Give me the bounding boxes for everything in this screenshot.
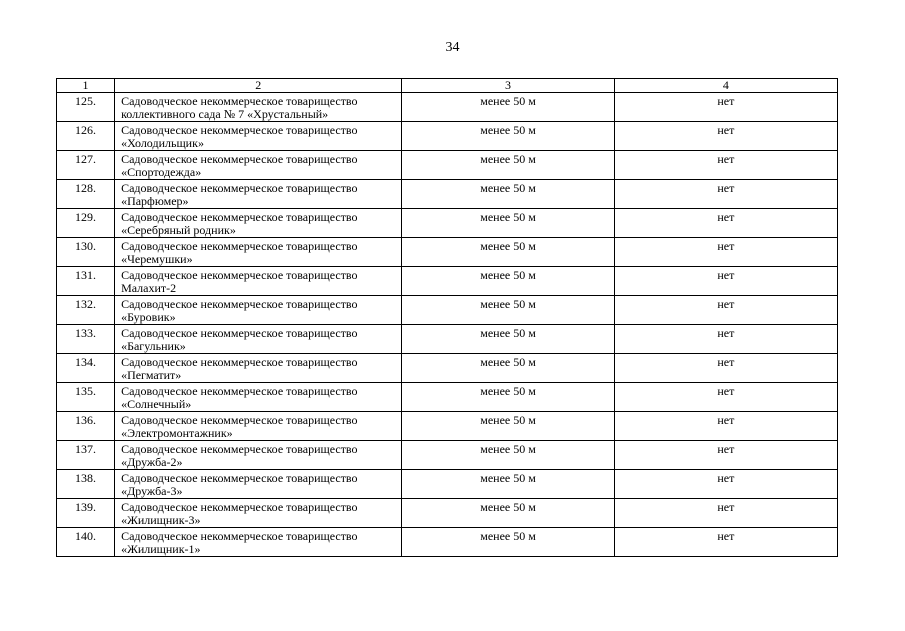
- organization-name-line-1: Садоводческое некоммерческое товарищество: [121, 297, 358, 311]
- flag-cell: нет: [614, 267, 837, 296]
- flag-cell: нет: [614, 528, 837, 557]
- row-number-cell: 129.: [57, 209, 115, 238]
- flag-cell: нет: [614, 238, 837, 267]
- organization-name-line-1: Садоводческое некоммерческое товарищество: [121, 152, 358, 166]
- organization-name-cell: [115, 296, 402, 325]
- organization-name-cell: [115, 412, 402, 441]
- row-number-cell: 126.: [57, 122, 115, 151]
- organization-name-cell: [115, 238, 402, 267]
- organization-name-line-2: «Спортодежда»: [121, 165, 202, 179]
- organization-name-line-1: Садоводческое некоммерческое товарищество: [121, 355, 358, 369]
- table-row: [57, 267, 838, 296]
- row-number-cell: 133.: [57, 325, 115, 354]
- distance-cell: менее 50 м: [402, 325, 614, 354]
- table-row: [57, 470, 838, 499]
- organization-name-cell: [115, 528, 402, 557]
- table-row: [57, 93, 838, 122]
- organization-name-line-2: «Электромонтажник»: [121, 426, 233, 440]
- row-number-cell: 125.: [57, 93, 115, 122]
- organization-name-line-1: Садоводческое некоммерческое товарищество: [121, 442, 358, 456]
- row-number-cell: 140.: [57, 528, 115, 557]
- organization-name-line-1: Садоводческое некоммерческое товарищество: [121, 384, 358, 398]
- row-number-cell: 128.: [57, 180, 115, 209]
- organization-name-line-2: «Багульник»: [121, 339, 186, 353]
- row-number-cell: 136.: [57, 412, 115, 441]
- row-number-cell: 135.: [57, 383, 115, 412]
- header-cell-1: 1: [57, 79, 115, 93]
- flag-cell: нет: [614, 122, 837, 151]
- flag-cell: нет: [614, 470, 837, 499]
- organization-name-cell: [115, 122, 402, 151]
- organization-name-line-1: Садоводческое некоммерческое товарищество: [121, 268, 358, 282]
- row-number-cell: 139.: [57, 499, 115, 528]
- flag-cell: нет: [614, 354, 837, 383]
- row-number-cell: 130.: [57, 238, 115, 267]
- row-number-cell: 127.: [57, 151, 115, 180]
- data-table: [56, 78, 838, 557]
- organization-name-cell: [115, 499, 402, 528]
- distance-cell: менее 50 м: [402, 122, 614, 151]
- page-number: 34: [445, 40, 460, 55]
- distance-cell: менее 50 м: [402, 296, 614, 325]
- table-row: [57, 499, 838, 528]
- organization-name-line-2: «Дружба-2»: [121, 455, 183, 469]
- organization-name-cell: [115, 151, 402, 180]
- distance-cell: менее 50 м: [402, 383, 614, 412]
- organization-name-cell: [115, 470, 402, 499]
- table-row: [57, 354, 838, 383]
- table-row: [57, 441, 838, 470]
- flag-cell: нет: [614, 296, 837, 325]
- table-row: [57, 325, 838, 354]
- organization-name-line-2: «Пегматит»: [121, 368, 182, 382]
- organization-name-line-1: Садоводческое некоммерческое товарищество: [121, 413, 358, 427]
- table-body: [57, 93, 838, 557]
- table-row: [57, 151, 838, 180]
- organization-name-line-1: Садоводческое некоммерческое товарищество: [121, 123, 358, 137]
- header-cell-3: 3: [402, 79, 614, 93]
- organization-name-line-1: Садоводческое некоммерческое товарищество: [121, 210, 358, 224]
- table-row: [57, 383, 838, 412]
- organization-name-cell: [115, 354, 402, 383]
- organization-name-cell: [115, 93, 402, 122]
- organization-name-line-1: Садоводческое некоммерческое товарищество: [121, 94, 358, 108]
- organization-name-line-2: «Холодильщик»: [121, 136, 204, 150]
- organization-name-cell: [115, 325, 402, 354]
- header-cell-4: 4: [614, 79, 837, 93]
- distance-cell: менее 50 м: [402, 354, 614, 383]
- organization-name-line-2: коллективного сада № 7 «Хрустальный»: [121, 107, 329, 121]
- table-row: [57, 180, 838, 209]
- header-cell-2: 2: [115, 79, 402, 93]
- organization-name-line-1: Садоводческое некоммерческое товарищество: [121, 500, 358, 514]
- organization-name-cell: [115, 441, 402, 470]
- distance-cell: менее 50 м: [402, 180, 614, 209]
- row-number-cell: 138.: [57, 470, 115, 499]
- distance-cell: менее 50 м: [402, 151, 614, 180]
- distance-cell: менее 50 м: [402, 93, 614, 122]
- organization-name-line-1: Садоводческое некоммерческое товарищество: [121, 181, 358, 195]
- table-row: [57, 209, 838, 238]
- organization-name-line-2: «Жилищник-3»: [121, 513, 201, 527]
- table-header: [57, 79, 838, 93]
- distance-cell: менее 50 м: [402, 528, 614, 557]
- organization-name-line-2: «Черемушки»: [121, 252, 193, 266]
- organization-name-cell: [115, 267, 402, 296]
- organization-name-line-2: «Солнечный»: [121, 397, 192, 411]
- distance-cell: менее 50 м: [402, 412, 614, 441]
- flag-cell: нет: [614, 325, 837, 354]
- distance-cell: менее 50 м: [402, 267, 614, 296]
- flag-cell: нет: [614, 499, 837, 528]
- flag-cell: нет: [614, 383, 837, 412]
- organization-name-cell: [115, 180, 402, 209]
- organization-name-line-1: Садоводческое некоммерческое товарищество: [121, 239, 358, 253]
- distance-cell: менее 50 м: [402, 499, 614, 528]
- organization-name-cell: [115, 383, 402, 412]
- flag-cell: нет: [614, 412, 837, 441]
- organization-name-line-2: «Парфюмер»: [121, 194, 189, 208]
- table-row: [57, 122, 838, 151]
- flag-cell: нет: [614, 93, 837, 122]
- table-row: [57, 528, 838, 557]
- distance-cell: менее 50 м: [402, 209, 614, 238]
- row-number-cell: 137.: [57, 441, 115, 470]
- organization-name-line-2: «Дружба-3»: [121, 484, 183, 498]
- organization-name-line-1: Садоводческое некоммерческое товарищество: [121, 471, 358, 485]
- organization-name-cell: [115, 209, 402, 238]
- row-number-cell: 132.: [57, 296, 115, 325]
- row-number-cell: 134.: [57, 354, 115, 383]
- flag-cell: нет: [614, 180, 837, 209]
- organization-name-line-2: «Буровик»: [121, 310, 176, 324]
- flag-cell: нет: [614, 151, 837, 180]
- organization-name-line-1: Садоводческое некоммерческое товарищество: [121, 326, 358, 340]
- table-row: [57, 412, 838, 441]
- organization-name-line-1: Садоводческое некоммерческое товарищество: [121, 529, 358, 543]
- organization-name-line-2: «Жилищник-1»: [121, 542, 201, 556]
- organization-name-line-2: «Серебряный родник»: [121, 223, 236, 237]
- table-row: [57, 238, 838, 267]
- flag-cell: нет: [614, 209, 837, 238]
- table-row: [57, 296, 838, 325]
- table-header-row: [57, 79, 838, 93]
- organization-name-line-2: Малахит-2: [121, 281, 177, 295]
- row-number-cell: 131.: [57, 267, 115, 296]
- distance-cell: менее 50 м: [402, 470, 614, 499]
- distance-cell: менее 50 м: [402, 441, 614, 470]
- flag-cell: нет: [614, 441, 837, 470]
- distance-cell: менее 50 м: [402, 238, 614, 267]
